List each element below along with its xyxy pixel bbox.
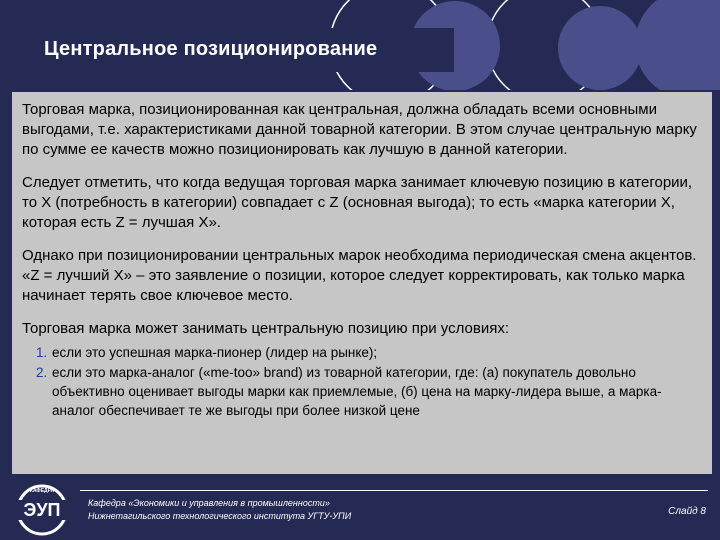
logo-text: ЭУП	[23, 500, 61, 520]
paragraph-conditions-intro: Торговая марка может занимать центральную позицию при условиях:	[22, 320, 510, 337]
list-item	[22, 363, 702, 420]
list-text: если это успешная марка-пионер (лидер на рынке);	[52, 345, 378, 360]
list-number: 2.	[36, 365, 48, 380]
paragraph-central-brand: Торговая марка, позиционированная как центральная, должна обладать всеми основными выгодами, т.е. характеристиками данной товарной категории. В этом случае центральную марку по сумме ее качеств можно позиционировать как лучшую в данной категории.	[22, 101, 697, 158]
department-logo	[10, 484, 74, 536]
conditions-list	[22, 343, 702, 420]
slide-number: Слайд 8	[668, 506, 706, 517]
logo-ring-text: КАФЕДРА	[29, 488, 55, 494]
list-item	[22, 343, 702, 362]
paragraph-key-position: Следует отметить, что когда ведущая торговая марка занимает ключевую позицию в категории, то X (потребность в категории) совпадает с Z (основная выгода); то есть «марка категории X, которая есть Z = лучшая X».	[22, 174, 693, 231]
footer-divider	[80, 490, 708, 491]
slide-title: Центральное позиционирование	[44, 38, 378, 60]
department-line-1: Кафедра «Экономики и управления в промышленности»	[88, 498, 330, 508]
list-number: 1.	[36, 345, 48, 360]
department-line-2: Нижнетагильского технологического института УГТУ-УПИ	[88, 511, 352, 521]
paragraph-accent-change: Однако при позиционировании центральных марок необходима периодическая смена акцентов. «Z = лучший X» – это заявление о позиции, которое следует корректировать, как только марка начинает терять свое ключевое место.	[22, 247, 697, 304]
list-text: если это марка-аналог («me-too» brand) из товарной категории, где: (а) покупатель довольно объективно оценивает выгоды марки как приемлемые, (б) цена на марку-лидера выше, а марка-аналог обеспечивает те же выгоды при более низкой цене	[52, 365, 662, 418]
content-area	[12, 92, 712, 474]
department-caption	[88, 497, 351, 523]
